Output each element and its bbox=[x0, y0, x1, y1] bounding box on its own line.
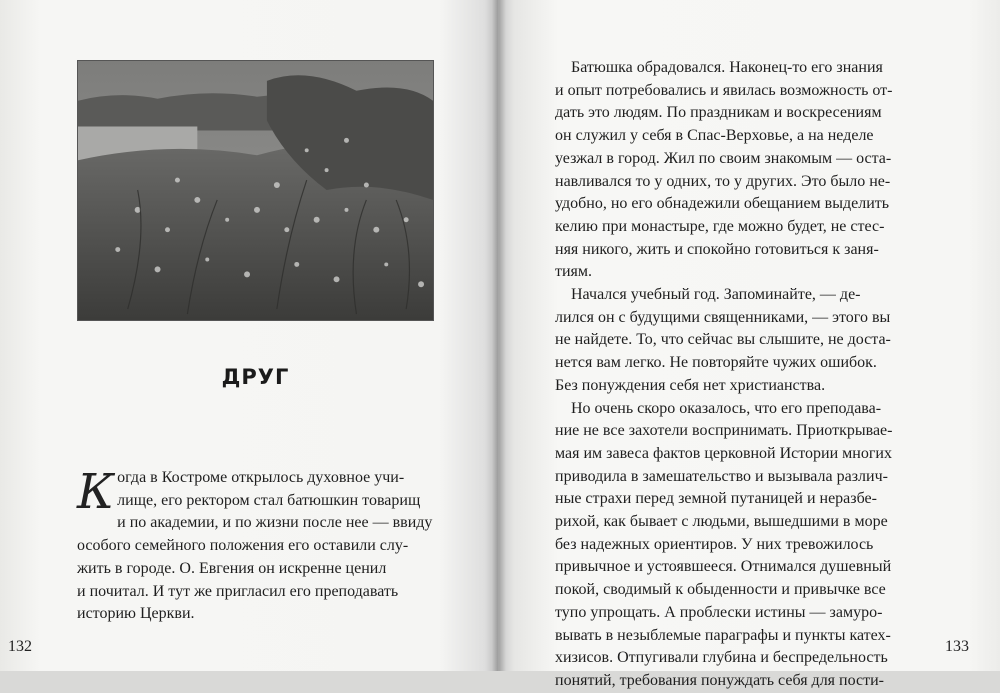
text-line: приводила в замешательство и вызывала различ- bbox=[555, 467, 888, 485]
text-line: и почитал. И тут же пригласил его преподавать bbox=[77, 582, 399, 600]
right-page bbox=[498, 0, 1000, 689]
text-line: не найдете. То, что сейчас вы слышите, не доста- bbox=[555, 331, 891, 349]
text-line: лился он с будущими священниками, — этого вы bbox=[555, 308, 891, 326]
text-line: рихой, как бывает с людьми, вышедшими в море bbox=[555, 513, 888, 531]
text-line: навливался то у одних, то у других. Это было не- bbox=[555, 172, 891, 190]
book-gutter bbox=[492, 0, 506, 671]
text-line: особого семейного положения его оставили слу- bbox=[77, 537, 409, 555]
text-line: Батюшка обрадовался. Наконец-то его знания bbox=[571, 59, 883, 76]
text-line: без надежных ориентиров. У них тревожилось bbox=[555, 535, 874, 553]
chapter-opening-paragraph bbox=[77, 464, 439, 626]
landscape-illustration bbox=[77, 60, 434, 321]
text-line: огда в Костроме открылось духовное учи- bbox=[117, 469, 405, 486]
text-line: тиям. bbox=[555, 263, 593, 281]
text-line: уезжал в город. Жил по своим знакомым — оста- bbox=[555, 149, 892, 167]
text-line: удобно, но его обнадежили обещанием выделить bbox=[555, 195, 890, 213]
text-line: историю Церкви. bbox=[77, 605, 195, 623]
text-line: няя никого, жить и спокойно готовиться к заня- bbox=[555, 240, 879, 258]
text-line: привычное и устоявшееся. Отнимался душевный bbox=[555, 558, 892, 576]
text-line: хизисов. Отпугивали глубина и беспредельность bbox=[555, 649, 888, 667]
text-line: покой, сводимый к обыденности и привычке все bbox=[555, 581, 886, 599]
chapter-title: ДРУГ bbox=[221, 365, 290, 389]
text-line: ные страхи перед земной путаницей и неразбе- bbox=[555, 490, 877, 508]
text-line: тупо упрощать. А проблески истины — замуро- bbox=[555, 603, 883, 621]
text-line: жить в городе. О. Евгения он искренне ценил bbox=[77, 559, 387, 577]
text-line: ние не все захотели воспринимать. Приоткрывае- bbox=[555, 422, 893, 440]
text-line: нется вам легко. Не повторяйте чужих ошибок. bbox=[555, 354, 877, 372]
page-number: 132 bbox=[8, 638, 32, 655]
left-page bbox=[0, 0, 498, 671]
text-line: Без понуждения себя нет христианства. bbox=[555, 376, 826, 394]
body-text bbox=[555, 57, 955, 693]
page-number: 133 bbox=[945, 638, 969, 655]
text-line: келию при монастыре, где можно будет, не стес- bbox=[555, 217, 885, 235]
text-line: Начался учебный год. Запоминайте, — де- bbox=[571, 286, 861, 304]
landscape-image bbox=[78, 61, 433, 320]
text-line: и опыт потребовались и явилась возможность от- bbox=[555, 81, 893, 99]
text-line: Но очень скоро оказалось, что его преподава- bbox=[571, 399, 882, 417]
text-line: лище, его ректором стал батюшкин товарищ bbox=[117, 491, 421, 509]
drop-cap: К bbox=[77, 464, 115, 520]
text-line: дать это людям. По праздникам и воскресениям bbox=[555, 104, 882, 122]
text-line: вывать в незыблемые параграфы и пункты катех- bbox=[555, 626, 891, 644]
text-line: понятий, требования понуждать себя для пости- bbox=[555, 671, 884, 689]
text-line: он служил у себя в Спас-Верховье, а на неделе bbox=[555, 127, 874, 145]
text-line: мая им завеса фактов церковной Истории многих bbox=[555, 444, 892, 462]
text-line: и по академии, и по жизни после нее — ввиду bbox=[117, 514, 433, 532]
